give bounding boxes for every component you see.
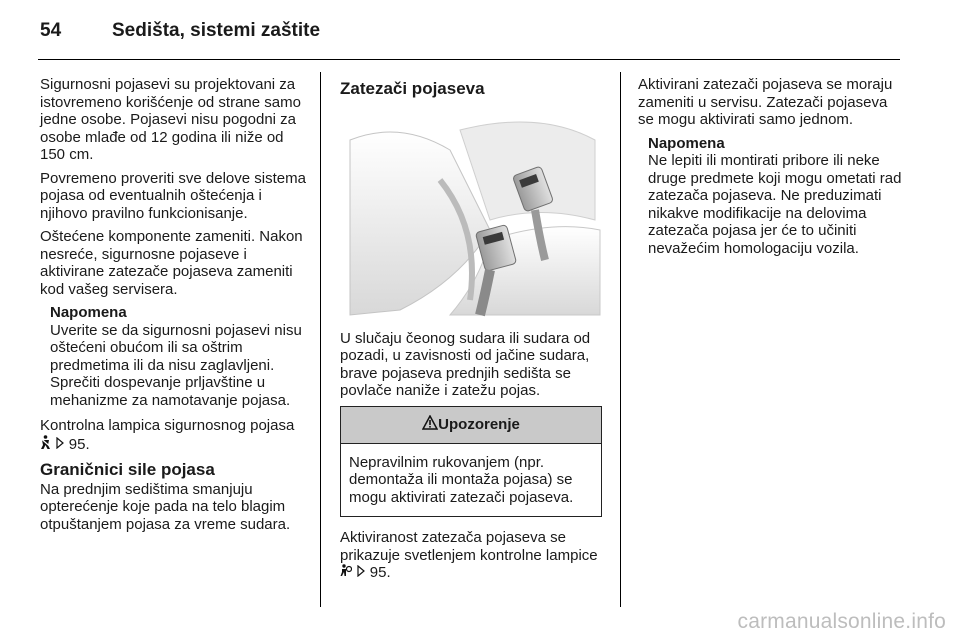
reference-arrow-icon (356, 564, 370, 580)
page-header (40, 20, 320, 48)
paragraph-usage: Sigurnosni pojasevi su projektovani za istovremeno korišćenje od strane samo jedne osobe. Pojasevi nisu pogodni za osobe mlađe od 12 godina ili niže od 150 cm. (40, 76, 301, 163)
note-block-2 (648, 135, 903, 258)
page-number: 54 (40, 20, 62, 41)
column-divider-2 (620, 72, 621, 607)
seatbelt-warning-icon (40, 436, 55, 452)
warning-box (340, 406, 602, 518)
indicator-page-ref[interactable]: 95. (369, 564, 391, 581)
paragraph-lamp (40, 417, 308, 453)
warning-triangle-icon (422, 415, 438, 435)
airbag-pretensioner-icon (340, 564, 356, 580)
lamp-page-ref[interactable]: 95. (68, 435, 90, 453)
lamp-text: Kontrolna lampica sigurnosnog pojasa (40, 417, 295, 434)
note-text: Ne lepiti ili montirati pribore ili neke druge predmete koji mogu ometati rad zatezača pojaseva. Ne preduzimati nikakve modifikacije na delovima zatezača pojasa jer će to učiniti nevažećim homologaciju vozila. (648, 152, 902, 257)
warning-text: Nepravilnim rukovanjem (npr. demontaža ili montaža pojasa) se mogu aktivirati zatezači pojaseva. (349, 453, 574, 506)
column-3 (638, 76, 903, 265)
warning-title: Upozorenje (438, 415, 520, 433)
watermark: carmanualsonline.info (737, 610, 946, 633)
paragraph-indicator (340, 529, 602, 582)
seatbelt-buckle-illustration (340, 110, 602, 320)
reference-arrow-icon (55, 436, 69, 452)
paragraph-replacement: Aktivirani zatezači pojaseva se moraju zameniti u servisu. Zatezači pojaseva se mogu aktivirati samo jednom. (638, 76, 893, 128)
column-1 (40, 76, 308, 539)
note-text: Uverite se da sigurnosni pojasevi nisu oštećeni obućom ili sa oštrim predmetima ili da nisu zaglavljeni. Sprečiti dospevanje prljavštine u mehanizme za namotavanje pojasa. (50, 321, 302, 409)
paragraph-replace: Oštećene komponente zameniti. Nakon nesreće, sigurnosne pojaseve i aktivirane zatezače pojaseva zameniti kod vašeg servisera. (40, 228, 303, 298)
note-title: Napomena (50, 304, 127, 321)
paragraph-force-limiters: Na prednjim sedištima smanjuju opterećenje koje pada na telo blagim otpuštanjem pojasa za vreme sudara. (40, 480, 291, 533)
note-title: Napomena (648, 134, 725, 152)
note-block-1 (50, 304, 308, 409)
paragraph-pretensioner-function: U slučaju čeonog sudara ili sudara od pozadi, u zavisnosti od jačine sudara, brave pojaseva prednjih sedišta se povlače naniže i zatežu pojas. (340, 329, 591, 399)
header-rule (38, 59, 900, 60)
section-heading-pretensioners: Zatezači pojaseva (340, 79, 485, 98)
indicator-text: Aktiviranost zatezača pojaseva se prikazuje svetlenjem kontrolne lampice (340, 529, 598, 564)
warning-header (341, 407, 601, 444)
column-divider-1 (320, 72, 321, 607)
paragraph-inspection: Povremeno proveriti sve delove sistema pojasa od eventualnih oštećenja i njihovo pravilno funkcionisanje. (40, 169, 306, 222)
section-heading-force-limiters: Graničnici sile pojasa (40, 460, 215, 479)
column-2 (340, 80, 602, 588)
page-title: Sedišta, sistemi zaštite (112, 20, 321, 41)
